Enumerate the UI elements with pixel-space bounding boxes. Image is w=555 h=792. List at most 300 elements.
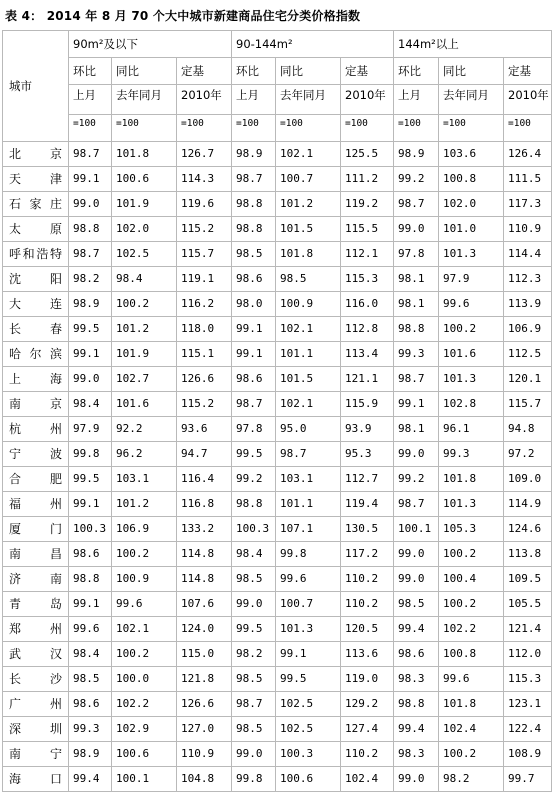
index-value-cell: 99.1 — [69, 592, 112, 617]
index-value-cell: 98.8 — [69, 217, 112, 242]
index-value-cell: 100.0 — [112, 667, 177, 692]
index-value-cell: 98.8 — [232, 192, 276, 217]
base-value-header: =100 — [69, 115, 112, 142]
base-period-header: 去年同月 — [276, 85, 341, 115]
city-name: 宁波 — [9, 447, 62, 461]
index-value-cell: 115.9 — [341, 392, 394, 417]
index-value-cell: 117.3 — [504, 192, 552, 217]
index-value-cell: 99.1 — [69, 492, 112, 517]
measure-header: 定基 — [177, 58, 232, 85]
index-value-cell: 108.9 — [504, 742, 552, 767]
base-value-header: =100 — [504, 115, 552, 142]
index-value-cell: 97.8 — [232, 417, 276, 442]
index-value-cell: 100.2 — [439, 592, 504, 617]
index-value-cell: 100.2 — [112, 292, 177, 317]
base-value-header: =100 — [394, 115, 439, 142]
index-value-cell: 102.0 — [112, 217, 177, 242]
index-value-cell: 99.2 — [394, 167, 439, 192]
city-name-cell — [3, 617, 69, 642]
index-value-cell: 99.1 — [276, 642, 341, 667]
index-value-cell: 121.1 — [341, 367, 394, 392]
index-value-cell: 99.8 — [276, 542, 341, 567]
table-row — [3, 767, 552, 792]
table-row — [3, 567, 552, 592]
index-value-cell: 98.5 — [394, 592, 439, 617]
index-value-cell: 100.1 — [394, 517, 439, 542]
index-value-cell: 98.2 — [439, 767, 504, 792]
measure-header: 环比 — [232, 58, 276, 85]
index-value-cell: 99.0 — [394, 542, 439, 567]
base-value-header: =100 — [232, 115, 276, 142]
city-name: 北京 — [9, 147, 62, 161]
index-value-cell: 98.1 — [394, 267, 439, 292]
index-value-cell: 99.1 — [69, 342, 112, 367]
index-value-cell: 100.9 — [276, 292, 341, 317]
city-name: 济南 — [9, 572, 62, 586]
measure-header: 环比 — [394, 58, 439, 85]
city-name-cell — [3, 142, 69, 167]
index-value-cell: 99.2 — [394, 467, 439, 492]
table-row — [3, 642, 552, 667]
index-value-cell: 98.4 — [69, 642, 112, 667]
index-value-cell: 121.8 — [177, 667, 232, 692]
index-value-cell: 103.1 — [276, 467, 341, 492]
index-value-cell: 98.4 — [69, 392, 112, 417]
table-row — [3, 692, 552, 717]
index-value-cell: 126.6 — [177, 692, 232, 717]
index-value-cell: 106.9 — [112, 517, 177, 542]
index-value-cell: 101.2 — [112, 317, 177, 342]
table-row — [3, 592, 552, 617]
index-value-cell: 98.5 — [232, 567, 276, 592]
index-value-cell: 98.7 — [69, 142, 112, 167]
table-title: 表 4： 2014 年 8 月 70 个大中城市新建商品住宅分类价格指数 — [5, 9, 361, 23]
table-row — [3, 442, 552, 467]
index-value-cell: 102.5 — [112, 242, 177, 267]
index-value-cell: 98.7 — [232, 167, 276, 192]
base-value-header: =100 — [112, 115, 177, 142]
base-period-header: 上月 — [394, 85, 439, 115]
index-value-cell: 98.7 — [394, 192, 439, 217]
measure-header: 定基 — [504, 58, 552, 85]
index-value-cell: 98.6 — [394, 642, 439, 667]
city-name-cell — [3, 692, 69, 717]
index-value-cell: 102.0 — [439, 192, 504, 217]
city-name: 大连 — [9, 297, 62, 311]
city-header: 城市 — [3, 31, 69, 142]
index-value-cell: 98.8 — [232, 217, 276, 242]
index-value-cell: 99.5 — [276, 667, 341, 692]
table-row — [3, 167, 552, 192]
index-value-cell: 115.0 — [177, 642, 232, 667]
table-row — [3, 667, 552, 692]
index-value-cell: 98.5 — [232, 717, 276, 742]
table-row — [3, 517, 552, 542]
index-value-cell: 98.5 — [69, 667, 112, 692]
index-value-cell: 133.2 — [177, 517, 232, 542]
index-value-cell: 100.3 — [276, 742, 341, 767]
index-value-cell: 116.2 — [177, 292, 232, 317]
index-value-cell: 102.4 — [341, 767, 394, 792]
index-value-cell: 101.3 — [439, 492, 504, 517]
index-value-cell: 101.9 — [112, 192, 177, 217]
index-value-cell: 113.6 — [341, 642, 394, 667]
city-name: 武汉 — [9, 647, 62, 661]
index-value-cell: 101.8 — [112, 142, 177, 167]
index-value-cell: 97.8 — [394, 242, 439, 267]
index-value-cell: 100.9 — [112, 567, 177, 592]
index-value-cell: 101.2 — [276, 192, 341, 217]
index-value-cell: 119.1 — [177, 267, 232, 292]
index-value-cell: 98.7 — [232, 692, 276, 717]
index-value-cell: 99.1 — [69, 167, 112, 192]
index-value-cell: 130.5 — [341, 517, 394, 542]
index-value-cell: 110.2 — [341, 742, 394, 767]
index-value-cell: 99.0 — [394, 217, 439, 242]
index-value-cell: 101.3 — [439, 242, 504, 267]
index-value-cell: 98.9 — [69, 742, 112, 767]
city-name-cell — [3, 192, 69, 217]
index-value-cell: 99.7 — [504, 767, 552, 792]
index-value-cell: 98.8 — [394, 692, 439, 717]
city-name: 杭州 — [9, 422, 62, 436]
index-value-cell: 98.7 — [69, 242, 112, 267]
index-value-cell: 98.7 — [394, 492, 439, 517]
index-value-cell: 101.9 — [112, 342, 177, 367]
index-value-cell: 102.7 — [112, 367, 177, 392]
city-name: 广州 — [9, 697, 62, 711]
index-value-cell: 99.5 — [69, 467, 112, 492]
index-value-cell: 98.7 — [394, 367, 439, 392]
index-value-cell: 99.0 — [69, 367, 112, 392]
index-value-cell: 114.8 — [177, 542, 232, 567]
city-name-cell — [3, 267, 69, 292]
index-value-cell: 93.9 — [341, 417, 394, 442]
index-value-cell: 100.6 — [112, 742, 177, 767]
index-value-cell: 112.0 — [504, 642, 552, 667]
index-value-cell: 114.4 — [504, 242, 552, 267]
index-value-cell: 110.9 — [177, 742, 232, 767]
base-value-header: =100 — [341, 115, 394, 142]
index-value-cell: 112.3 — [504, 267, 552, 292]
index-value-cell: 101.5 — [276, 367, 341, 392]
index-value-cell: 101.8 — [439, 692, 504, 717]
index-value-cell: 112.7 — [341, 467, 394, 492]
index-value-cell: 101.1 — [276, 492, 341, 517]
city-name-cell — [3, 542, 69, 567]
measure-header: 同比 — [276, 58, 341, 85]
table-row — [3, 492, 552, 517]
index-value-cell: 123.1 — [504, 692, 552, 717]
index-value-cell: 112.8 — [341, 317, 394, 342]
city-name-cell — [3, 317, 69, 342]
index-value-cell: 99.0 — [394, 767, 439, 792]
city-name: 郑州 — [9, 622, 62, 636]
index-value-cell: 99.3 — [439, 442, 504, 467]
index-value-cell: 98.3 — [394, 742, 439, 767]
index-value-cell: 99.2 — [232, 467, 276, 492]
index-value-cell: 109.0 — [504, 467, 552, 492]
index-value-cell: 115.2 — [177, 217, 232, 242]
index-value-cell: 116.0 — [341, 292, 394, 317]
index-value-cell: 100.7 — [276, 592, 341, 617]
index-value-cell: 99.6 — [439, 292, 504, 317]
index-value-cell: 99.5 — [232, 442, 276, 467]
city-name: 南宁 — [9, 747, 62, 761]
base-period-header: 2010年 — [177, 85, 232, 115]
city-name-cell — [3, 742, 69, 767]
index-value-cell: 93.6 — [177, 417, 232, 442]
index-value-cell: 100.8 — [439, 642, 504, 667]
index-value-cell: 100.8 — [439, 167, 504, 192]
index-value-cell: 98.8 — [69, 567, 112, 592]
city-name-cell — [3, 417, 69, 442]
index-value-cell: 103.6 — [439, 142, 504, 167]
table-row — [3, 367, 552, 392]
index-value-cell: 114.9 — [504, 492, 552, 517]
index-value-cell: 124.6 — [504, 517, 552, 542]
index-value-cell: 102.2 — [439, 617, 504, 642]
table-row — [3, 242, 552, 267]
base-value-header: =100 — [439, 115, 504, 142]
index-value-cell: 119.2 — [341, 192, 394, 217]
index-value-cell: 98.9 — [69, 292, 112, 317]
index-value-cell: 99.6 — [439, 667, 504, 692]
index-value-cell: 100.2 — [112, 542, 177, 567]
base-period-header: 去年同月 — [112, 85, 177, 115]
city-name-cell — [3, 342, 69, 367]
city-name-cell — [3, 242, 69, 267]
index-value-cell: 120.1 — [504, 367, 552, 392]
index-value-cell: 100.2 — [439, 542, 504, 567]
city-name-cell — [3, 467, 69, 492]
index-value-cell: 97.9 — [439, 267, 504, 292]
index-value-cell: 110.2 — [341, 592, 394, 617]
table-row — [3, 717, 552, 742]
table-row — [3, 417, 552, 442]
index-value-cell: 101.0 — [439, 217, 504, 242]
index-value-cell: 98.9 — [394, 142, 439, 167]
index-value-cell: 101.5 — [276, 217, 341, 242]
index-value-cell: 102.5 — [276, 717, 341, 742]
city-name-cell — [3, 642, 69, 667]
city-name-cell — [3, 717, 69, 742]
city-name: 合肥 — [9, 472, 62, 486]
index-value-cell: 107.6 — [177, 592, 232, 617]
city-name-cell — [3, 592, 69, 617]
table-row — [3, 617, 552, 642]
index-value-cell: 101.8 — [276, 242, 341, 267]
index-value-cell: 98.2 — [69, 267, 112, 292]
index-value-cell: 99.0 — [69, 192, 112, 217]
table-row — [3, 192, 552, 217]
index-value-cell: 98.6 — [69, 692, 112, 717]
city-name-cell — [3, 167, 69, 192]
index-value-cell: 101.3 — [439, 367, 504, 392]
index-value-cell: 100.1 — [112, 767, 177, 792]
city-name: 上海 — [9, 372, 62, 386]
table-row — [3, 342, 552, 367]
index-value-cell: 122.4 — [504, 717, 552, 742]
index-value-cell: 97.2 — [504, 442, 552, 467]
index-value-cell: 100.3 — [69, 517, 112, 542]
index-value-cell: 114.3 — [177, 167, 232, 192]
index-value-cell: 129.2 — [341, 692, 394, 717]
measure-header: 同比 — [112, 58, 177, 85]
group-header-large: 144m²以上 — [394, 31, 552, 58]
measure-header: 环比 — [69, 58, 112, 85]
price-index-table — [2, 30, 552, 792]
index-value-cell: 98.8 — [232, 492, 276, 517]
index-value-cell: 98.7 — [232, 392, 276, 417]
city-name: 福州 — [9, 497, 62, 511]
index-value-cell: 101.2 — [112, 492, 177, 517]
city-name: 呼和浩特 — [9, 247, 62, 261]
index-value-cell: 99.1 — [232, 342, 276, 367]
city-name: 南京 — [9, 397, 62, 411]
city-name: 厦门 — [9, 522, 62, 536]
index-value-cell: 101.8 — [439, 467, 504, 492]
table-row — [3, 392, 552, 417]
table-row — [3, 217, 552, 242]
index-value-cell: 109.5 — [504, 567, 552, 592]
index-value-cell: 99.8 — [232, 767, 276, 792]
table-row — [3, 142, 552, 167]
index-value-cell: 119.0 — [341, 667, 394, 692]
index-value-cell: 98.4 — [112, 267, 177, 292]
index-value-cell: 102.1 — [276, 142, 341, 167]
index-value-cell: 105.5 — [504, 592, 552, 617]
index-value-cell: 127.0 — [177, 717, 232, 742]
index-value-cell: 115.3 — [504, 667, 552, 692]
index-value-cell: 100.2 — [439, 317, 504, 342]
city-name-cell — [3, 217, 69, 242]
index-value-cell: 98.5 — [276, 267, 341, 292]
index-value-cell: 120.5 — [341, 617, 394, 642]
index-value-cell: 115.3 — [341, 267, 394, 292]
index-value-cell: 114.8 — [177, 567, 232, 592]
city-name: 石家庄 — [9, 197, 62, 211]
index-value-cell: 115.1 — [177, 342, 232, 367]
city-name: 天津 — [9, 172, 62, 186]
index-value-cell: 101.6 — [112, 392, 177, 417]
index-value-cell: 127.4 — [341, 717, 394, 742]
city-name: 南昌 — [9, 547, 62, 561]
table-row — [3, 542, 552, 567]
table-row — [3, 267, 552, 292]
index-value-cell: 98.9 — [232, 142, 276, 167]
index-value-cell: 102.5 — [276, 692, 341, 717]
city-name-cell — [3, 367, 69, 392]
index-value-cell: 124.0 — [177, 617, 232, 642]
city-name-cell — [3, 667, 69, 692]
index-value-cell: 101.1 — [276, 342, 341, 367]
index-value-cell: 119.4 — [341, 492, 394, 517]
measure-header: 定基 — [341, 58, 394, 85]
table-row — [3, 467, 552, 492]
base-period-header: 上月 — [232, 85, 276, 115]
index-value-cell: 106.9 — [504, 317, 552, 342]
index-value-cell: 102.2 — [112, 692, 177, 717]
index-value-cell: 99.4 — [394, 717, 439, 742]
index-value-cell: 102.8 — [439, 392, 504, 417]
measure-header: 同比 — [439, 58, 504, 85]
index-value-cell: 100.3 — [232, 517, 276, 542]
index-value-cell: 100.2 — [112, 642, 177, 667]
index-value-cell: 118.0 — [177, 317, 232, 342]
city-name: 太原 — [9, 222, 62, 236]
index-value-cell: 98.1 — [394, 292, 439, 317]
index-value-cell: 92.2 — [112, 417, 177, 442]
index-value-cell: 94.8 — [504, 417, 552, 442]
city-name-cell — [3, 442, 69, 467]
index-value-cell: 102.1 — [276, 317, 341, 342]
city-name: 深圳 — [9, 722, 62, 736]
index-value-cell: 100.6 — [276, 767, 341, 792]
city-name-cell — [3, 492, 69, 517]
index-value-cell: 115.5 — [341, 217, 394, 242]
index-value-cell: 101.3 — [276, 617, 341, 642]
index-value-cell: 98.6 — [69, 542, 112, 567]
index-value-cell: 99.6 — [276, 567, 341, 592]
index-value-cell: 95.0 — [276, 417, 341, 442]
index-value-cell: 111.5 — [504, 167, 552, 192]
city-name: 沈阳 — [9, 272, 62, 286]
city-name: 海口 — [9, 772, 62, 786]
index-value-cell: 95.3 — [341, 442, 394, 467]
index-value-cell: 99.6 — [69, 617, 112, 642]
index-value-cell: 110.9 — [504, 217, 552, 242]
index-value-cell: 99.0 — [394, 567, 439, 592]
index-value-cell: 100.4 — [439, 567, 504, 592]
index-value-cell: 99.4 — [394, 617, 439, 642]
index-value-cell: 100.2 — [439, 742, 504, 767]
index-value-cell: 99.1 — [232, 317, 276, 342]
index-value-cell: 103.1 — [112, 467, 177, 492]
index-value-cell: 98.6 — [232, 267, 276, 292]
index-value-cell: 105.3 — [439, 517, 504, 542]
index-value-cell: 126.4 — [504, 142, 552, 167]
index-value-cell: 98.8 — [394, 317, 439, 342]
index-value-cell: 99.3 — [69, 717, 112, 742]
index-value-cell: 101.6 — [439, 342, 504, 367]
index-value-cell: 99.0 — [394, 442, 439, 467]
base-period-header: 去年同月 — [439, 85, 504, 115]
city-name: 长沙 — [9, 672, 62, 686]
index-value-cell: 100.6 — [112, 167, 177, 192]
base-value-header: =100 — [276, 115, 341, 142]
index-value-cell: 107.1 — [276, 517, 341, 542]
table-row — [3, 317, 552, 342]
index-value-cell: 98.6 — [232, 367, 276, 392]
index-value-cell: 102.1 — [276, 392, 341, 417]
index-value-cell: 99.8 — [69, 442, 112, 467]
city-name-cell — [3, 392, 69, 417]
group-header-small: 90m²及以下 — [69, 31, 232, 58]
index-value-cell: 121.4 — [504, 617, 552, 642]
index-value-cell: 98.1 — [394, 417, 439, 442]
index-value-cell: 126.7 — [177, 142, 232, 167]
index-value-cell: 98.5 — [232, 667, 276, 692]
index-value-cell: 126.6 — [177, 367, 232, 392]
city-name: 哈尔滨 — [9, 347, 62, 361]
index-value-cell: 98.4 — [232, 542, 276, 567]
index-value-cell: 104.8 — [177, 767, 232, 792]
index-value-cell: 113.8 — [504, 542, 552, 567]
index-value-cell: 99.5 — [69, 317, 112, 342]
index-value-cell: 99.0 — [232, 592, 276, 617]
index-value-cell: 115.7 — [177, 242, 232, 267]
